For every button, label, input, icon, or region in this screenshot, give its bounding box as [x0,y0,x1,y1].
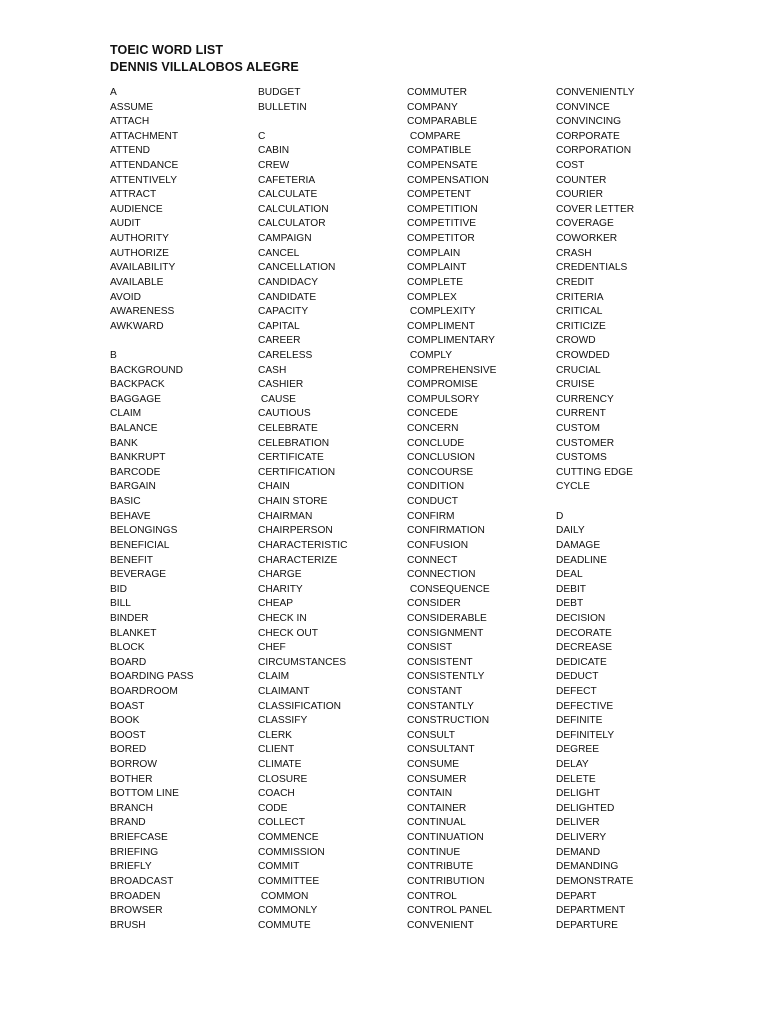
word-entry: BOARD [110,656,147,668]
word-entry: D [556,510,564,522]
word-entry: CHAIN STORE [258,496,328,508]
word-entry: COMPULSORY [407,393,480,405]
word-entry: BRANCH [110,802,154,814]
word-entry: CLAIM [258,671,290,683]
word-entry: CONDUCT [407,496,458,508]
word-entry: DEPARTURE [556,919,618,931]
word-entry: CONDITION [407,481,465,493]
word-entry: CONCOURSE [407,466,474,478]
word-entry: COUNTER [556,174,607,186]
word-entry: ATTEND [110,145,150,157]
word-entry: COMMON [258,890,309,902]
word-entry: DEMAND [556,846,601,858]
word-entry: AUDIT [110,218,141,230]
word-entry: BRIEFLY [110,861,152,873]
word-entry: DEDICATE [556,656,607,668]
word-entry: CANCEL [258,247,300,259]
word-entry: CLIMATE [258,759,302,771]
word-entry: CORPORATION [556,145,632,157]
word-entry: BANKRUPT [110,452,166,464]
word-entry: CONVINCE [556,101,610,113]
word-entry: CREDENTIALS [556,262,628,274]
word-entry: COMPETITIVE [407,218,477,230]
word-entry: CAPACITY [258,306,309,318]
word-entry: CALCULATE [258,189,318,201]
word-entry: CURRENT [556,408,606,420]
word-entry: COVERAGE [556,218,614,230]
word-entry: CONTINUE [407,846,461,858]
word-entry: DELAY [556,759,589,771]
word-entry: CLIENT [258,744,295,756]
word-entry: BRAND [110,817,146,829]
word-entry: COMMUTER [407,87,467,98]
word-entry: DEMANDING [556,861,619,873]
word-entry: CONNECTION [407,569,476,581]
word-entry: COURIER [556,189,603,201]
word-entry: AWARENESS [110,306,175,318]
word-entry: COMPENSATE [407,160,478,172]
word-entry: CODE [258,802,288,814]
word-entry: CONFUSION [407,539,469,551]
word-entry: BOOST [110,729,146,741]
word-entry: CHEF [258,642,286,654]
word-entry: BASIC [110,496,141,508]
word-column-1 [110,86,258,933]
word-entry: CONSISTENTLY [407,671,485,683]
word-entry: COMPARE [407,130,461,142]
word-entry: CHARACTERIZE [258,554,338,566]
word-entry: COMPLIMENTARY [407,335,495,347]
word-entry: COMPLIMENT [407,320,475,332]
word-entry: BOAST [110,700,145,712]
word-entry: CONTROL PANEL [407,905,492,917]
word-entry: COMPLEX [407,291,457,303]
word-entry: BEVERAGE [110,569,167,581]
word-entry: DELIGHTED [556,802,615,814]
word-entry: COMPLAINT [407,262,467,274]
word-entry: COMMITTEE [258,875,320,887]
word-entry: ATTRACT [110,189,157,201]
word-entry: CASHIER [258,379,304,391]
word-entry: AUTHORIZE [110,247,169,259]
word-entry: CHECK IN [258,612,307,624]
word-entry: COMMISSION [258,846,325,858]
word-entry: CRITERIA [556,291,604,303]
word-entry: COWORKER [556,233,618,245]
word-entry: CANDIDATE [258,291,317,303]
word-entry: DEFECTIVE [556,700,614,712]
word-entry: CONTRIBUTION [407,875,485,887]
word-entry: BANK [110,437,138,449]
word-entry: BARGAIN [110,481,156,493]
word-entry: CURRENCY [556,393,614,405]
word-entry: CUTTING EDGE [556,466,633,478]
word-entry: COMPLEXITY [407,306,476,318]
word-entry: COMPENSATION [407,174,489,186]
word-entry: CABIN [258,145,290,157]
word-entry: BLANKET [110,627,157,639]
word-entry: C [258,130,266,142]
word-entry: CRITICAL [556,306,603,318]
word-entry: BINDER [110,612,149,624]
word-entry: BEHAVE [110,510,151,522]
word-entry: CAFETERIA [258,174,316,186]
word-entry: COMMUTE [258,919,311,931]
word-entry: AVAILABLE [110,276,164,288]
word-entry: BOOK [110,715,140,727]
word-entry: CONTAIN [407,788,453,800]
word-entry: BULLETIN [258,101,307,113]
word-entry: CALCULATOR [258,218,326,230]
word-entry: DELIVERY [556,832,607,844]
word-entry: BRIEFING [110,846,159,858]
blank-line [556,495,704,510]
word-entry: COMPETENT [407,189,471,201]
word-entry: DEBT [556,598,584,610]
word-entry: CONSTANT [407,685,463,697]
word-entry: CONCEDE [407,408,458,420]
word-entry: CONSIST [407,642,453,654]
word-entry: ASSUME [110,101,154,113]
word-entry: CANCELLATION [258,262,336,274]
word-entry: CROWDED [556,349,610,361]
word-entry: CRITICIZE [556,320,606,332]
word-entry: DEBIT [556,583,587,595]
word-entry: A [110,87,117,98]
word-column-3 [407,86,555,933]
word-entry: CONSISTENT [407,656,473,668]
document-author: DENNIS VILLALOBOS ALEGRE [110,60,299,74]
word-entry: COMPARABLE [407,116,478,128]
word-entry: CUSTOMER [556,437,615,449]
word-entry: BORED [110,744,147,756]
word-entry: CHECK OUT [258,627,318,639]
word-entry: BELONGINGS [110,525,178,537]
word-entry: ATTACH [110,116,150,128]
word-entry: CONVENIENTLY [556,87,635,98]
word-entry: BOARDING PASS [110,671,194,683]
word-entry: BROADEN [110,890,161,902]
word-entry: CONSUMER [407,773,467,785]
word-entry: CARELESS [258,349,313,361]
word-entry: BORROW [110,759,157,771]
document-title: TOEIC WORD LIST [110,43,224,57]
word-entry: CHAIRMAN [258,510,313,522]
word-entry: CAREER [258,335,301,347]
word-entry: DAMAGE [556,539,601,551]
word-entry: CREW [258,160,290,172]
word-entry: COMPREHENSIVE [407,364,497,376]
word-entry: CONTROL [407,890,457,902]
word-entry: CONSULT [407,729,455,741]
word-entry: CAUTIOUS [258,408,311,420]
word-entry: BUDGET [258,87,301,98]
word-entry: DEDUCT [556,671,599,683]
word-entry: ATTENTIVELY [110,174,177,186]
word-entry: CONSULTANT [407,744,475,756]
word-entry: BRIEFCASE [110,832,168,844]
word-entry: DAILY [556,525,585,537]
word-entry: BRUSH [110,919,146,931]
word-entry: BLOCK [110,642,145,654]
word-entry: CONSIDERABLE [407,612,487,624]
word-entry: CHARITY [258,583,303,595]
word-entry: COST [556,160,585,172]
word-entry: BID [110,583,127,595]
word-entry: CHEAP [258,598,294,610]
word-entry: AUDIENCE [110,203,163,215]
word-entry: CAUSE [258,393,296,405]
word-entry: CHARGE [258,569,302,581]
word-entry: CONCLUSION [407,452,475,464]
word-entry: CLASSIFY [258,715,308,727]
word-entry: BARCODE [110,466,161,478]
word-entry: CLOSURE [258,773,308,785]
word-column-2 [258,86,406,933]
word-entry: CALCULATION [258,203,329,215]
word-entry: CHAIRPERSON [258,525,333,537]
word-entry: CONCERN [407,423,459,435]
word-entry: CONTINUATION [407,832,484,844]
word-entry: DEFINITELY [556,729,615,741]
word-entry: DEFINITE [556,715,603,727]
word-entry: BOTHER [110,773,153,785]
word-column-4 [556,86,704,933]
word-entry: CONSIGNMENT [407,627,484,639]
word-entry: ATTACHMENT [110,130,179,142]
word-entry: CUSTOMS [556,452,607,464]
word-entry: CLAIM [110,408,142,420]
word-entry: CONSIDER [407,598,461,610]
word-entry: AWKWARD [110,320,164,332]
word-entry: AUTHORITY [110,233,169,245]
word-entry: CONCLUDE [407,437,465,449]
word-entry: CONTRIBUTE [407,861,474,873]
word-entry: BROADCAST [110,875,174,887]
word-entry: COMPLAIN [407,247,461,259]
word-entry: CLASSIFICATION [258,700,342,712]
word-entry: COMPATIBLE [407,145,472,157]
word-entry: ATTENDANCE [110,160,179,172]
word-entry: COMPROMISE [407,379,478,391]
word-entry: CHARACTERISTIC [258,539,348,551]
word-entry: CERTIFICATE [258,452,324,464]
word-entry: DELIGHT [556,788,601,800]
word-entry: CLERK [258,729,292,741]
word-entry: CROWD [556,335,596,347]
word-entry: DECREASE [556,642,613,654]
word-entry: DEAL [556,569,583,581]
word-entry: COMMIT [258,861,300,873]
word-entry: CONFIRM [407,510,455,522]
word-entry: BILL [110,598,131,610]
word-entry: COMPETITOR [407,233,475,245]
word-entry: CHAIN [258,481,290,493]
word-entry: CERTIFICATION [258,466,336,478]
blank-line [110,334,258,349]
word-entry: DEGREE [556,744,600,756]
word-entry: BROWSER [110,905,163,917]
word-entry: BENEFICIAL [110,539,170,551]
word-entry: BOARDROOM [110,685,178,697]
word-entry: BAGGAGE [110,393,161,405]
word-entry: CRUISE [556,379,595,391]
word-entry: CLAIMANT [258,685,310,697]
word-entry: DECORATE [556,627,612,639]
word-entry: CYCLE [556,481,590,493]
word-entry: DECISION [556,612,606,624]
word-entry: COMPETITION [407,203,478,215]
word-entry: AVOID [110,291,141,303]
word-entry: BENEFIT [110,554,154,566]
word-entry: CASH [258,364,287,376]
word-entry: DEFECT [556,685,597,697]
word-entry: COMPLETE [407,276,464,288]
word-entry: CONSTANTLY [407,700,474,712]
word-entry: CONFIRMATION [407,525,485,537]
word-entry: AVAILABILITY [110,262,176,274]
word-entry: DELETE [556,773,596,785]
word-entry: COACH [258,788,295,800]
word-entry: B [110,349,117,361]
word-entry: CONNECT [407,554,458,566]
word-entry: CREDIT [556,276,594,288]
word-entry: DEPART [556,890,597,902]
word-entry: CONTAINER [407,802,467,814]
word-entry: CONSTRUCTION [407,715,490,727]
word-entry: CANDIDACY [258,276,319,288]
word-entry: BALANCE [110,423,158,435]
word-entry: DEADLINE [556,554,607,566]
word-entry: CONVINCING [556,116,622,128]
word-entry: DELIVER [556,817,600,829]
word-entry: CAPITAL [258,320,300,332]
word-entry: BACKPACK [110,379,165,391]
word-entry: CRUCIAL [556,364,601,376]
word-entry: DEMONSTRATE [556,875,634,887]
word-entry: CONSUME [407,759,460,771]
word-entry: COMMONLY [258,905,318,917]
word-entry: DEPARTMENT [556,905,626,917]
word-entry: CRASH [556,247,592,259]
word-entry: BACKGROUND [110,364,184,376]
word-entry: COMPLY [407,349,453,361]
word-entry: COMMENCE [258,832,319,844]
word-entry: BOTTOM LINE [110,788,179,800]
word-entry: COLLECT [258,817,305,829]
word-entry: CORPORATE [556,130,620,142]
word-entry: CELEBRATION [258,437,330,449]
word-entry: COVER LETTER [556,203,635,215]
word-entry: COMPANY [407,101,458,113]
word-entry: CIRCUMSTANCES [258,656,347,668]
word-entry: CONTINUAL [407,817,466,829]
word-entry: CELEBRATE [258,423,318,435]
word-entry: CONVENIENT [407,919,474,931]
word-entry: CUSTOM [556,423,600,435]
blank-line [258,115,406,130]
word-entry: CONSEQUENCE [407,583,490,595]
word-entry: CAMPAIGN [258,233,312,245]
document-header [110,42,299,76]
